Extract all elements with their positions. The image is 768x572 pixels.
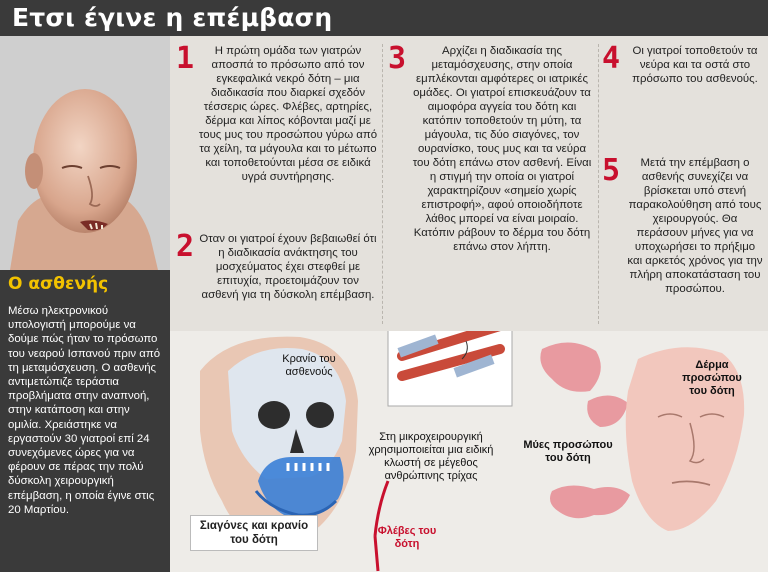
step-5 (602, 153, 764, 296)
patient-description: Μέσω ηλεκτρονικού υπολογιστή μπορούμε να δούμε πώς ήταν το πρόσωπο του νεαρού Ισπανού πριν από τη μεταμόσχευση. Ο ασθενής αντιμετώπιζε τεράστια προβλήματα στην αναπνοή, στην κατάποση και στην ομιλία. Χρειάστηκε να εργαστούν 30 γιατροί επί 24 συνεχόμενες ώρες για να φέρουν σε πέρας την πολύ δύσκολη χειρουργική επέμβαση, η οποία έγινε στις 20 Μαρτίου. (0, 300, 170, 572)
veins-label: Φλέβες του δότη (377, 525, 437, 550)
step-number: 4 (602, 41, 621, 76)
skull-label: Κρανίο του ασθενούς (282, 353, 336, 378)
step-text: Η πρώτη ομάδα των γιατρών αποσπά το πρόσωπο από τον εγκεφαλικά νεκρό δότη – μια διαδικασία που διαρκεί σχεδόν τέσσερις ώρες. Φλέβες, αρτηρίες, δέρμα και λίπος κόβονται μαζί με τους μυς του προσώπου γύρω από τα χείλη, τα μάγουλα και το μέτωπο και τοποθετούνται μέσα σε ειδικά υγρά συντήρησης. (198, 45, 378, 183)
step-3 (388, 41, 594, 254)
step-text: Μετά την επέμβαση ο ασθενής συνεχίζει να βρίσκεται υπό στενή παρακολούθηση από τους χειρουργούς. Θα περάσουν μήνες για να υποχωρήσει το πρήξιμο και αρκετός χρόνος για την πλήρη αποκατάσταση του προσώπου. (627, 157, 763, 295)
illustration-area (170, 331, 768, 572)
step-2 (176, 229, 378, 302)
left-column (0, 36, 170, 572)
column-divider (598, 44, 599, 324)
step-1 (176, 41, 378, 184)
step-number: 3 (388, 41, 407, 76)
steps-panel (170, 36, 768, 331)
muscles-label: Μύες προσώπου του δότη (523, 439, 613, 464)
step-number: 5 (602, 153, 621, 188)
page-title: Ετσι έγινε η επέμβαση (0, 0, 768, 36)
column-divider (382, 44, 383, 324)
step-4 (602, 41, 764, 86)
step-number: 2 (176, 229, 195, 264)
step-number: 1 (176, 41, 195, 76)
muscles-illustration (540, 342, 630, 518)
step-text: Αρχίζει η διαδικασία της μεταμόσχευσης, στην οποία εμπλέκονται αμφότερες οι ιατρικές ομάδες. Οι γιατροί επισκευάζουν τα αιμοφόρα αγγεία του δότη και κατόπιν τοποθετούν τη μύτη, τα μάγουλα, τις δύο σιαγόνες, τον ουρανίσκο, τους μυς και τα νεύρα του δότη επάνω στον ασθενή. Είναι η στιγμή την οποία οι γιατροί χαρακτηρίζουν «σημείο χωρίς επιστροφή», αφού οποιοδήποτε λάθος μπορεί να είναι μοιραίο. Κατόπιν ράβουν το δέρμα του δότη επάνω στον λήπτη. (412, 45, 592, 253)
skin-label: Δέρμα προσώπου του δότη (682, 359, 742, 397)
microsurgery-label: Στη μικροχειρουργική χρησιμοποιείται μια ειδική κλωστή σε μέγεθος ανθρώπινης τρίχας (368, 431, 494, 482)
step-text: Οταν οι γιατροί έχουν βεβαιωθεί ότι η διαδικασία ανάκτησης του μοσχεύματος έχει στεφθεί με επιτυχία, προετοιμάζουν τον ασθενή για τη δύσκολη επέμβαση. (199, 233, 377, 301)
patient-face-illustration (0, 36, 170, 270)
microsurgery-illustration (388, 331, 512, 406)
jaws-label: Σιαγόνες και κρανίο του δότη (190, 515, 318, 551)
patient-portrait (0, 36, 170, 270)
patient-heading: Ο ασθενής (0, 270, 170, 300)
step-text: Οι γιατροί τοποθετούν τα νεύρα και τα οστά στο πρόσωπο του ασθενούς. (632, 45, 758, 85)
